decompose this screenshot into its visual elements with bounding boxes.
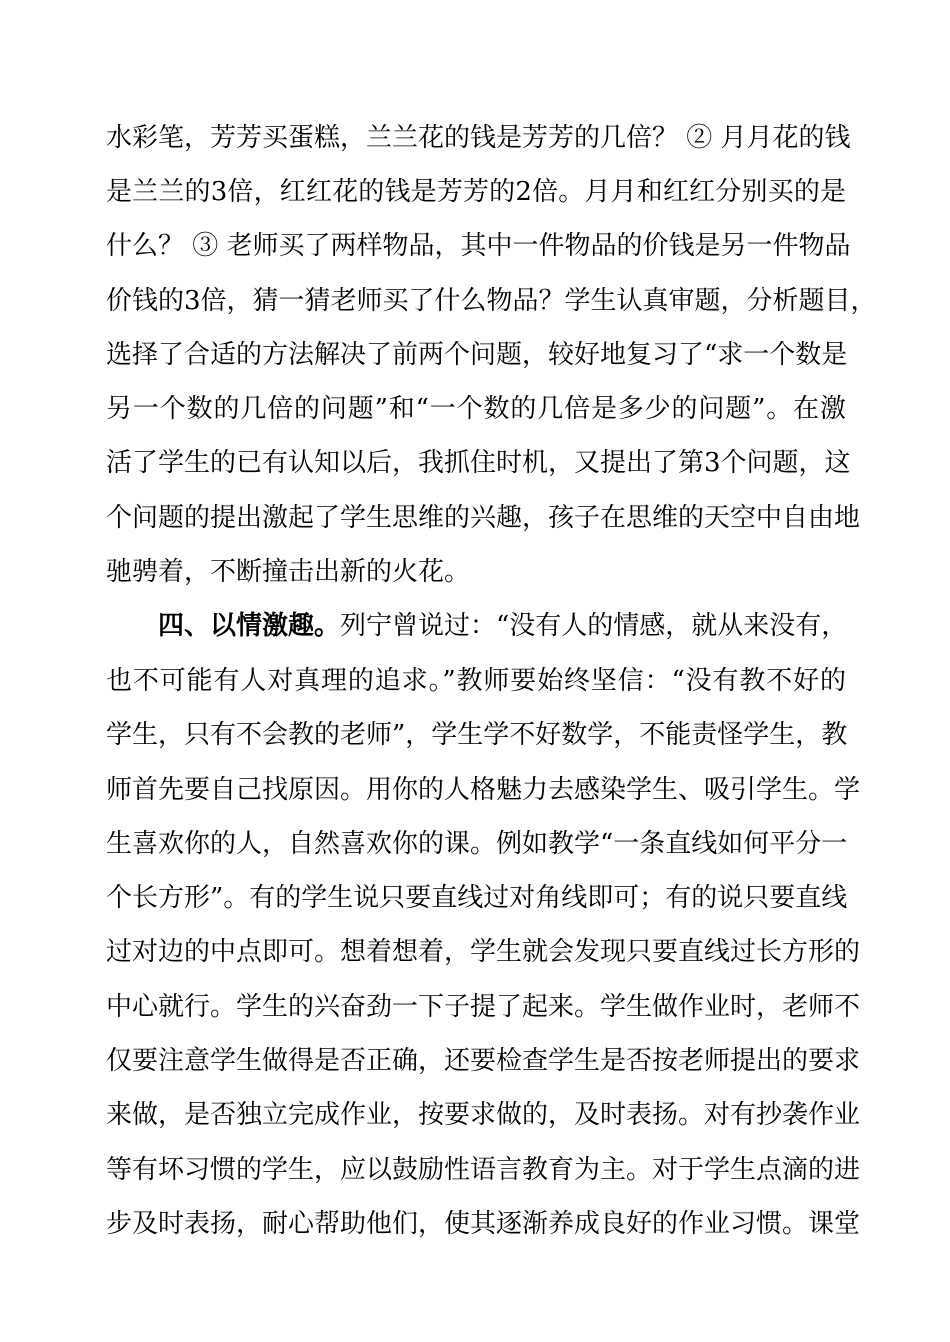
section-heading: 四、以情激趣。 <box>158 611 341 641</box>
section-line-6: 过对边的中点即可。想着想着，学生就会发现只要直线过长方形的 <box>106 937 861 967</box>
text-line-2: 是兰兰的3倍，红红花的钱是芳芳的2倍。月月和红红分别买的是 <box>106 177 846 207</box>
text-line-5: 选择了合适的方法解决了前两个问题，较好地复习了“求一个数是 <box>106 340 848 370</box>
section-first-line <box>158 606 846 646</box>
section-line-2: 学生，只有不会教的老师”，学生学不好数学，不能责怪学生，教 <box>106 720 848 750</box>
section-line-7: 中心就行。学生的兴奋劲一下子提了起来。学生做作业时，老师不 <box>106 992 861 1022</box>
section-line-1: 也不可能有人对真理的追求。”教师要始终坚信：“没有教不好的 <box>106 666 846 696</box>
text-line-7: 活了学生的已有认知以后，我抓住时机，又提出了第3个问题，这 <box>106 448 851 478</box>
section-line-9: 来做，是否独立完成作业，按要求做的，及时表扬。对有抄袭作业 <box>106 1100 861 1130</box>
text-line-9: 驰骋着，不断撞击出新的火花。 <box>106 557 471 587</box>
section-line-5: 个长方形”。有的学生说只要直线过对角线即可；有的说只要直线 <box>106 883 848 913</box>
text-line-8: 个问题的提出激起了学生思维的兴趣，孩子在思维的天空中自由地 <box>106 503 861 533</box>
section-line-4: 生喜欢你的人，自然喜欢你的课。例如教学“一条直线如何平分一 <box>106 829 848 859</box>
text-line-6: 另一个数的几倍的问题”和“一个数的几倍是多少的问题”。在激 <box>106 394 846 424</box>
text-line-1: 水彩笔，芳芳买蛋糕，兰兰花的钱是芳芳的几倍？ ② 月月花的钱 <box>106 123 851 153</box>
section-first-line-text: 列宁曾说过：“没有人的情感，就从来没有， <box>340 611 848 641</box>
section-line-3: 师首先要自己找原因。用你的人格魅力去感染学生、吸引学生。学 <box>106 775 861 805</box>
section-line-10: 等有坏习惯的学生，应以鼓励性语言教育为主。对于学生点滴的进 <box>106 1155 861 1185</box>
text-line-4: 价钱的3倍，猜一猜老师买了什么物品？学生认真审题，分析题目， <box>106 286 877 316</box>
text-line-3: 什么？ ③ 老师买了两样物品，其中一件物品的价钱是另一件物品 <box>106 231 851 261</box>
section-line-11: 步及时表扬，耐心帮助他们，使其逐渐养成良好的作业习惯。课堂 <box>106 1209 861 1239</box>
section-line-8: 仅要注意学生做得是否正确，还要检查学生是否按老师提出的要求 <box>106 1046 861 1076</box>
